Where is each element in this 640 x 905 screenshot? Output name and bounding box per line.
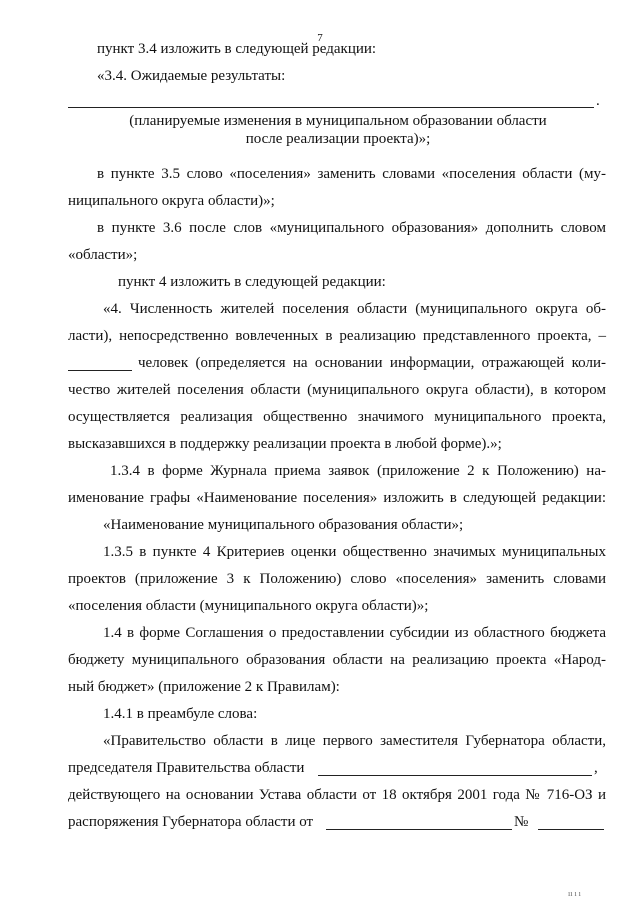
text-line: «Правительство области в лице первого заместителя Губернатора области, xyxy=(103,733,606,749)
text-line: бюджету муниципального образования области на реализацию проекта «Народ- xyxy=(68,652,606,668)
text-line: ный бюджет» (приложение 2 к Правилам): xyxy=(68,679,340,695)
text-line: ласти), непосредственно вовлеченных в реализацию представленного проекта, – xyxy=(68,328,606,344)
text-line: пункт 3.4 изложить в следующей редакции: xyxy=(97,41,377,57)
text-line: председателя Правительства области xyxy=(68,760,305,776)
fill-in-blank-line xyxy=(538,829,604,830)
fill-in-blank-line xyxy=(326,829,512,830)
text-line: в пункте 3.5 слово «поселения» заменить словами «поселения области (му- xyxy=(97,166,606,182)
fill-in-blank-line xyxy=(68,370,132,371)
text-line: пункт 4 изложить в следующей редакции: xyxy=(118,274,386,290)
fill-in-blank-line xyxy=(318,775,592,776)
text-line: человек (определяется на основании информации, отражающей коли- xyxy=(138,355,606,371)
text-line: 1.4.1 в преамбуле слова: xyxy=(103,706,258,722)
caption-line: после реализации проекта)»; xyxy=(245,131,431,147)
text-line: 1.4 в форме Соглашения о предоставлении субсидии из областного бюджета xyxy=(103,625,606,641)
text-line: «Наименование муниципального образования области»; xyxy=(103,517,464,533)
text-line: «области»; xyxy=(68,247,138,263)
text-line: , xyxy=(594,760,598,776)
text-line: «поселения области (муниципального округа области)»; xyxy=(68,598,429,614)
text-line: чество жителей поселения области (муниципального округа области), в котором xyxy=(68,382,606,398)
text-line: в пункте 3.6 после слов «муниципального образования» дополнить словом xyxy=(97,220,606,236)
text-line: высказавшихся в поддержку реализации проекта в любой форме).»; xyxy=(68,436,502,452)
text-line: 1.3.5 в пункте 4 Критериев оценки общественно значимых муниципальных xyxy=(103,544,606,560)
text-line: проектов (приложение 3 к Положению) слово «поселения» заменить словами xyxy=(68,571,606,587)
text-line: ниципального округа области)»; xyxy=(68,193,275,209)
text-line: распоряжения Губернатора области от xyxy=(68,814,314,830)
fill-in-blank-line xyxy=(68,107,594,108)
scan-footer-mark: ıı ı ı xyxy=(568,889,581,898)
text-line: действующего на основании Устава области от 18 октября 2001 года № 716-ОЗ и xyxy=(68,787,606,803)
text-line: . xyxy=(596,93,600,109)
text-line: «3.4. Ожидаемые результаты: xyxy=(97,68,286,84)
text-line: именование графы «Наименование поселения» изложить в следующей редакции: xyxy=(68,490,606,506)
text-line: «4. Численность жителей поселения области (муниципального округа об- xyxy=(103,301,606,317)
text-line: 1.3.4 в форме Журнала приема заявок (приложение 2 к Положению) на- xyxy=(110,463,606,479)
text-line: № xyxy=(514,814,529,830)
text-line: осуществляется реализация общественно значимого муниципального проекта, xyxy=(68,409,606,425)
caption-line: (планируемые изменения в муниципальном образовании области xyxy=(129,113,547,129)
page-number: 7 xyxy=(317,32,323,44)
